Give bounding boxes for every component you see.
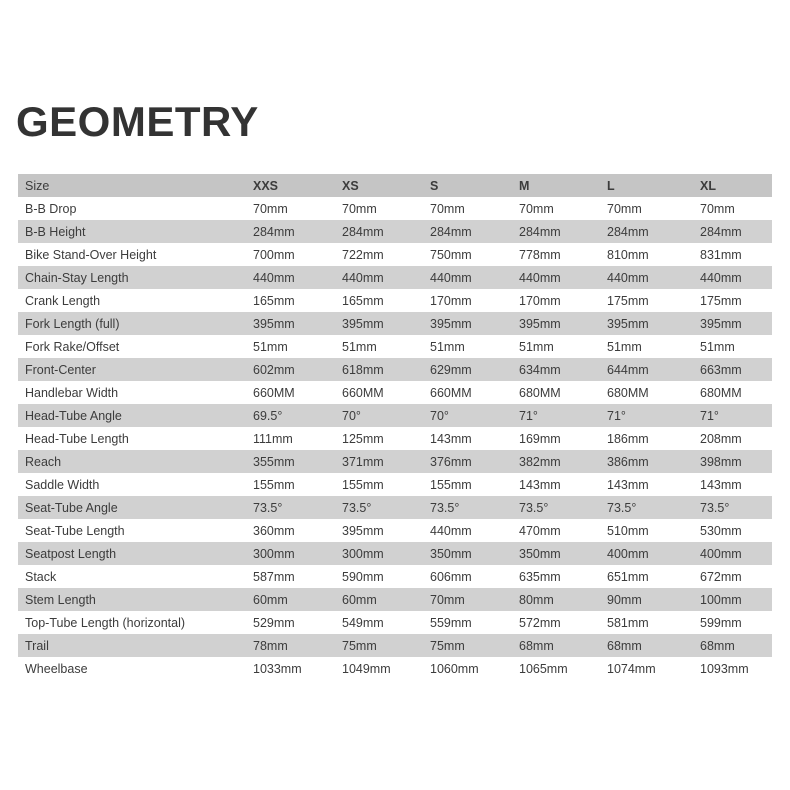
- row-label: Reach: [25, 454, 62, 469]
- cell-value: 70mm: [607, 201, 642, 216]
- column-header-m: M: [519, 178, 530, 193]
- cell-value: 73.5°: [253, 500, 283, 515]
- cell-value: 572mm: [519, 615, 561, 630]
- cell-value: 559mm: [430, 615, 472, 630]
- cell-value: 300mm: [342, 546, 384, 561]
- cell-value: 60mm: [253, 592, 288, 607]
- cell-value: 722mm: [342, 247, 384, 262]
- cell-value: 395mm: [253, 316, 295, 331]
- table-row: [18, 542, 772, 565]
- cell-value: 68mm: [607, 638, 642, 653]
- cell-value: 90mm: [607, 592, 642, 607]
- cell-value: 618mm: [342, 362, 384, 377]
- row-label: Seat-Tube Angle: [25, 500, 118, 515]
- cell-value: 470mm: [519, 523, 561, 538]
- cell-value: 549mm: [342, 615, 384, 630]
- table-row: [18, 404, 772, 427]
- cell-value: 1065mm: [519, 661, 568, 676]
- cell-value: 530mm: [700, 523, 742, 538]
- cell-value: 395mm: [519, 316, 561, 331]
- cell-value: 831mm: [700, 247, 742, 262]
- cell-value: 143mm: [700, 477, 742, 492]
- row-label: Seatpost Length: [25, 546, 117, 561]
- cell-value: 660MM: [342, 385, 384, 400]
- cell-value: 590mm: [342, 569, 384, 584]
- cell-value: 371mm: [342, 454, 384, 469]
- cell-value: 70mm: [430, 201, 465, 216]
- cell-value: 71°: [519, 408, 538, 423]
- cell-value: 75mm: [342, 638, 377, 653]
- table-row: [18, 289, 772, 312]
- cell-value: 284mm: [342, 224, 384, 239]
- cell-value: 1093mm: [700, 661, 749, 676]
- table-row: [18, 243, 772, 266]
- cell-value: 440mm: [607, 270, 649, 285]
- cell-value: 750mm: [430, 247, 472, 262]
- cell-value: 71°: [700, 408, 719, 423]
- cell-value: 70°: [430, 408, 449, 423]
- cell-value: 51mm: [430, 339, 465, 354]
- cell-value: 170mm: [519, 293, 561, 308]
- cell-value: 51mm: [519, 339, 554, 354]
- cell-value: 73.5°: [342, 500, 372, 515]
- cell-value: 73.5°: [607, 500, 637, 515]
- cell-value: 680MM: [607, 385, 649, 400]
- cell-value: 143mm: [607, 477, 649, 492]
- row-label: Head-Tube Angle: [25, 408, 122, 423]
- geometry-table-header: [18, 174, 772, 197]
- cell-value: 284mm: [607, 224, 649, 239]
- cell-value: 1074mm: [607, 661, 656, 676]
- cell-value: 70mm: [700, 201, 735, 216]
- row-label: Stack: [25, 569, 57, 584]
- cell-value: 70mm: [253, 201, 288, 216]
- header-row: [18, 174, 772, 197]
- cell-value: 75mm: [430, 638, 465, 653]
- cell-value: 395mm: [607, 316, 649, 331]
- cell-value: 400mm: [700, 546, 742, 561]
- cell-value: 395mm: [342, 316, 384, 331]
- table-row: [18, 473, 772, 496]
- cell-value: 284mm: [700, 224, 742, 239]
- table-row: [18, 312, 772, 335]
- table-row: [18, 565, 772, 588]
- cell-value: 68mm: [700, 638, 735, 653]
- cell-value: 810mm: [607, 247, 649, 262]
- cell-value: 73.5°: [430, 500, 460, 515]
- cell-value: 398mm: [700, 454, 742, 469]
- cell-value: 170mm: [430, 293, 472, 308]
- cell-value: 165mm: [253, 293, 295, 308]
- cell-value: 60mm: [342, 592, 377, 607]
- cell-value: 700mm: [253, 247, 295, 262]
- cell-value: 663mm: [700, 362, 742, 377]
- cell-value: 350mm: [519, 546, 561, 561]
- cell-value: 51mm: [342, 339, 377, 354]
- cell-value: 69.5°: [253, 408, 283, 423]
- cell-value: 111mm: [253, 431, 293, 446]
- cell-value: 1049mm: [342, 661, 391, 676]
- row-label: Chain-Stay Length: [25, 270, 129, 285]
- cell-value: 80mm: [519, 592, 554, 607]
- column-header-s: S: [430, 178, 439, 193]
- cell-value: 155mm: [253, 477, 295, 492]
- table-row: [18, 197, 772, 220]
- row-label: Head-Tube Length: [25, 431, 129, 446]
- column-header-l: L: [607, 178, 615, 193]
- cell-value: 644mm: [607, 362, 649, 377]
- cell-value: 51mm: [607, 339, 642, 354]
- cell-value: 660MM: [430, 385, 472, 400]
- table-row: [18, 496, 772, 519]
- table-row: [18, 450, 772, 473]
- cell-value: 143mm: [519, 477, 561, 492]
- cell-value: 100mm: [700, 592, 742, 607]
- cell-value: 51mm: [253, 339, 288, 354]
- cell-value: 587mm: [253, 569, 295, 584]
- row-label: Crank Length: [25, 293, 101, 308]
- row-label: Seat-Tube Length: [25, 523, 125, 538]
- cell-value: 208mm: [700, 431, 742, 446]
- cell-value: 440mm: [253, 270, 295, 285]
- table-row: [18, 220, 772, 243]
- cell-value: 51mm: [700, 339, 735, 354]
- cell-value: 400mm: [607, 546, 649, 561]
- cell-value: 70mm: [342, 201, 377, 216]
- cell-value: 70mm: [430, 592, 465, 607]
- cell-value: 155mm: [430, 477, 472, 492]
- cell-value: 78mm: [253, 638, 288, 653]
- row-label: Wheelbase: [25, 661, 88, 676]
- table-row: [18, 266, 772, 289]
- row-label: B-B Drop: [25, 201, 77, 216]
- column-header-size: Size: [25, 178, 50, 193]
- cell-value: 73.5°: [700, 500, 730, 515]
- row-label: Front-Center: [25, 362, 96, 377]
- table-row: [18, 381, 772, 404]
- row-label: Trail: [25, 638, 49, 653]
- cell-value: 581mm: [607, 615, 649, 630]
- cell-value: 284mm: [430, 224, 472, 239]
- cell-value: 651mm: [607, 569, 649, 584]
- row-label: Top-Tube Length (horizontal): [25, 615, 186, 630]
- table-row: [18, 657, 772, 680]
- cell-value: 395mm: [700, 316, 742, 331]
- table-row: [18, 358, 772, 381]
- cell-value: 386mm: [607, 454, 649, 469]
- cell-value: 1033mm: [253, 661, 302, 676]
- cell-value: 599mm: [700, 615, 742, 630]
- cell-value: 125mm: [342, 431, 384, 446]
- table-row: [18, 588, 772, 611]
- cell-value: 1060mm: [430, 661, 479, 676]
- table-row: [18, 427, 772, 450]
- cell-value: 510mm: [607, 523, 649, 538]
- page-title: GEOMETRY: [16, 98, 259, 145]
- cell-value: 440mm: [430, 523, 472, 538]
- cell-value: 634mm: [519, 362, 561, 377]
- cell-value: 382mm: [519, 454, 561, 469]
- cell-value: 440mm: [430, 270, 472, 285]
- cell-value: 660MM: [253, 385, 295, 400]
- column-header-xs: XS: [342, 178, 359, 193]
- cell-value: 440mm: [519, 270, 561, 285]
- row-label: Handlebar Width: [25, 385, 119, 400]
- geometry-table-body: [18, 197, 772, 680]
- table-row: [18, 634, 772, 657]
- cell-value: 284mm: [519, 224, 561, 239]
- cell-value: 73.5°: [519, 500, 549, 515]
- cell-value: 376mm: [430, 454, 472, 469]
- cell-value: 165mm: [342, 293, 384, 308]
- row-label: Fork Length (full): [25, 316, 120, 331]
- cell-value: 440mm: [700, 270, 742, 285]
- cell-value: 606mm: [430, 569, 472, 584]
- cell-value: 175mm: [700, 293, 742, 308]
- cell-value: 680MM: [700, 385, 742, 400]
- cell-value: 529mm: [253, 615, 295, 630]
- cell-value: 175mm: [607, 293, 649, 308]
- row-label: Saddle Width: [25, 477, 100, 492]
- cell-value: 155mm: [342, 477, 384, 492]
- cell-value: 440mm: [342, 270, 384, 285]
- row-label: Bike Stand-Over Height: [25, 247, 157, 262]
- cell-value: 169mm: [519, 431, 561, 446]
- cell-value: 629mm: [430, 362, 472, 377]
- geometry-table: [18, 174, 772, 680]
- cell-value: 186mm: [607, 431, 649, 446]
- cell-value: 395mm: [430, 316, 472, 331]
- cell-value: 143mm: [430, 431, 472, 446]
- cell-value: 672mm: [700, 569, 742, 584]
- row-label: Fork Rake/Offset: [25, 339, 120, 354]
- cell-value: 70°: [342, 408, 361, 423]
- column-header-xl: XL: [700, 178, 716, 193]
- cell-value: 300mm: [253, 546, 295, 561]
- cell-value: 68mm: [519, 638, 554, 653]
- row-label: B-B Height: [25, 224, 86, 239]
- table-row: [18, 335, 772, 358]
- cell-value: 680MM: [519, 385, 561, 400]
- row-label: Stem Length: [25, 592, 96, 607]
- cell-value: 602mm: [253, 362, 295, 377]
- table-row: [18, 611, 772, 634]
- cell-value: 350mm: [430, 546, 472, 561]
- cell-value: 71°: [607, 408, 626, 423]
- cell-value: 778mm: [519, 247, 561, 262]
- column-header-xxs: XXS: [253, 178, 279, 193]
- cell-value: 70mm: [519, 201, 554, 216]
- cell-value: 395mm: [342, 523, 384, 538]
- table-row: [18, 519, 772, 542]
- cell-value: 284mm: [253, 224, 295, 239]
- cell-value: 635mm: [519, 569, 561, 584]
- cell-value: 360mm: [253, 523, 295, 538]
- cell-value: 355mm: [253, 454, 295, 469]
